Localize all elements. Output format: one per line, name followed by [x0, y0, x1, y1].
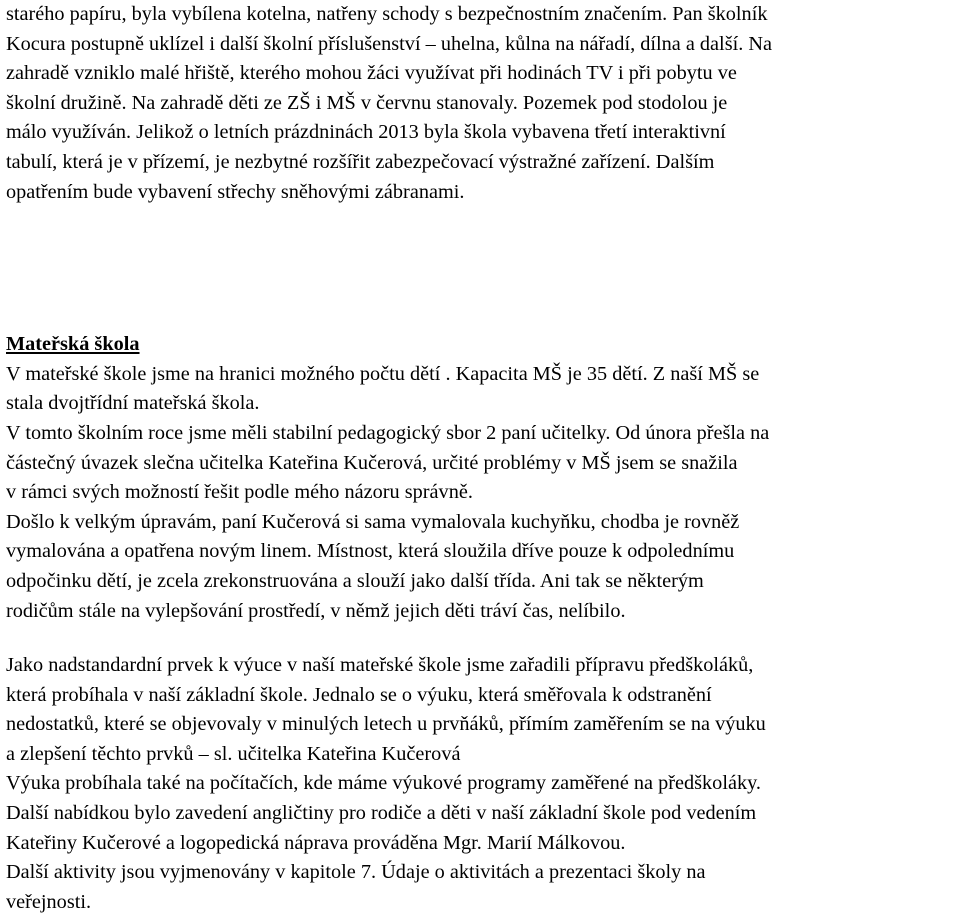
text-line: Další nabídkou bylo zavedení angličtiny pro rodiče a děti v naší základní škole pod vedením: [6, 802, 757, 825]
text-line: Došlo k velkým úpravám, paní Kučerová si sama vymalovala kuchyňku, chodba je rovněž: [6, 510, 740, 533]
text-line: zahradě vzniklo malé hřiště, kterého mohou žáci využívat při hodinách TV i při pobytu ve: [6, 62, 737, 85]
text-line: opatřením bude vybavení střechy sněhovými zábranami.: [6, 180, 465, 203]
text-line: V tomto školním roce jsme měli stabilní pedagogický sbor 2 paní učitelky. Od února přešla na: [6, 421, 770, 444]
school-maintenance-paragraph: [6, 0, 956, 207]
text-line: odpočinku dětí, je zcela zrekonstruována a slouží jako další třída. Ani tak se některým: [6, 569, 704, 592]
text-line: která probíhala v naší základní škole. Jednalo se o výuku, která směřovala k odstranění: [6, 683, 712, 706]
section-spacer: [6, 207, 956, 330]
text-line: Výuka probíhala také na počítačích, kde máme výukové programy zaměřené na předškoláky.: [6, 772, 761, 795]
text-line: školní družině. Na zahradě děti ze ZŠ i MŠ v červnu stanovaly. Pozemek pod stodolou je: [6, 91, 728, 114]
preschool-preparation-paragraph: [6, 651, 956, 917]
document-page: [6, 0, 956, 917]
text-line: starého papíru, byla vybílena kotelna, natřeny schody s bezpečnostním značením. Pan školník: [6, 3, 768, 25]
kindergarten-section: [6, 330, 956, 626]
paragraph-spacer: [6, 626, 956, 651]
text-line: Kateřiny Kučerové a logopedická náprava prováděna Mgr. Marií Málkovou.: [6, 831, 626, 854]
text-line: tabulí, která je v přízemí, je nezbytné rozšířit zabezpečovací výstražné zařízení. Dalším: [6, 150, 715, 173]
text-line: málo využíván. Jelikož o letních prázdninách 2013 byla škola vybavena třetí interaktivní: [6, 121, 726, 144]
text-line: stala dvojtřídní mateřská škola.: [6, 392, 260, 415]
text-line: částečný úvazek slečna učitelka Kateřina Kučerová, určité problémy v MŠ jsem se snažila: [6, 451, 738, 474]
text-line: v rámci svých možností řešit podle mého názoru správně.: [6, 481, 473, 504]
text-line: veřejnosti.: [6, 890, 92, 913]
text-line: rodičům stále na vylepšování prostředí, v němž jejich děti tráví čas, nelíbilo.: [6, 599, 626, 622]
text-line: Kocura postupně uklízel i další školní příslušenství – uhelna, kůlna na nářadí, dílna a další. Na: [6, 32, 773, 55]
text-line: vymalována a opatřena novým linem. Místnost, která sloužila dříve pouze k odpolednímu: [6, 540, 735, 563]
text-line: Jako nadstandardní prvek k výuce v naší mateřské škole jsme zařadili přípravu předškoláků,: [6, 654, 754, 677]
text-line: Další aktivity jsou vyjmenovány v kapitole 7. Údaje o aktivitách a prezentaci školy na: [6, 861, 706, 884]
text-line: a zlepšení těchto prvků – sl. učitelka Kateřina Kučerová: [6, 742, 461, 765]
text-line: nedostatků, které se objevovaly v minulých letech u prvňáků, přímím zaměřením se na výuku: [6, 713, 766, 736]
text-line: V mateřské škole jsme na hranici možného počtu dětí . Kapacita MŠ je 35 dětí. Z naší MŠ se: [6, 362, 760, 385]
section-heading: Mateřská škola: [6, 333, 140, 356]
